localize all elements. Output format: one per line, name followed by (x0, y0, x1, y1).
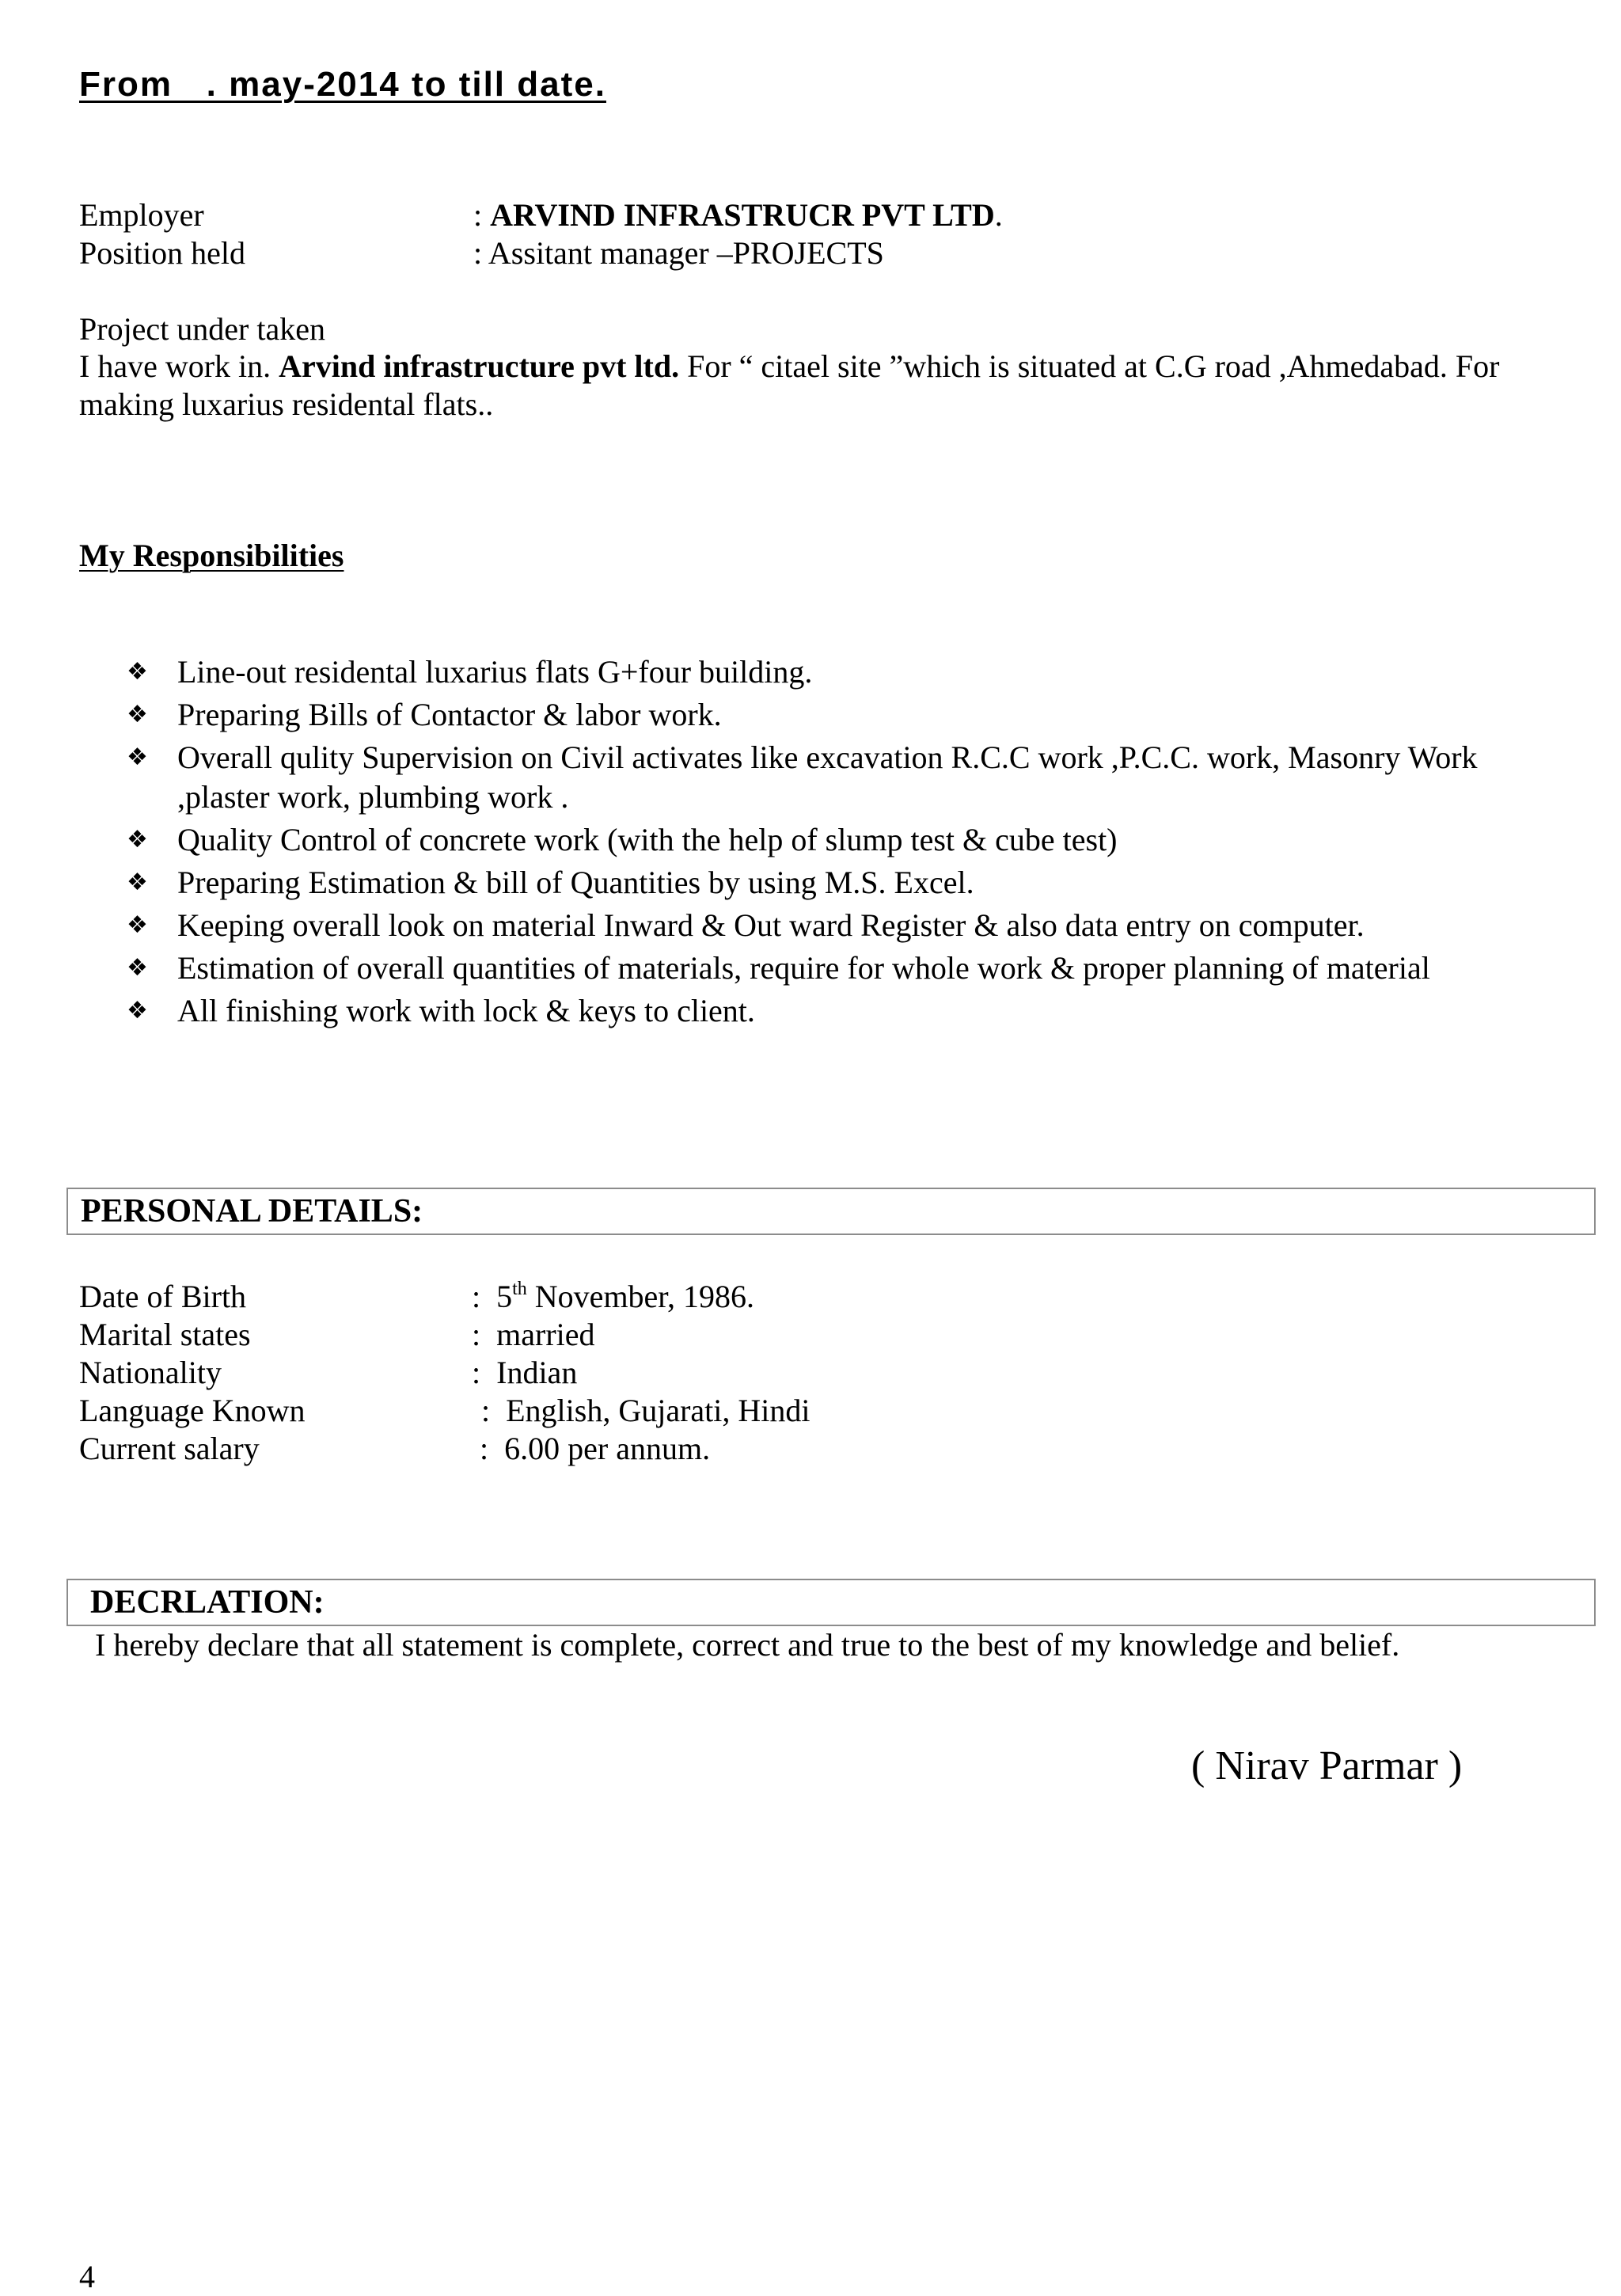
nationality-value-group (472, 1354, 577, 1392)
list-item (127, 863, 1551, 903)
list-item (127, 991, 1551, 1031)
position-separator: : (473, 235, 483, 271)
project-description (79, 348, 1567, 424)
list-item-text: Keeping overall look on material Inward & Out ward Register & also data entry on computer. (177, 907, 1365, 943)
experience-period-heading: From . may-2014 to till date. (79, 65, 606, 104)
language-value-group (481, 1392, 810, 1430)
employer-separator: : (473, 197, 483, 233)
project-text-pre: I have work in. (79, 348, 279, 384)
project-text-post: For “ citael site ”which is situated at C.G road ,Ahmedabad. For making luxarius residental flats.. (79, 348, 1500, 422)
language-label: Language Known (79, 1393, 306, 1428)
marital-value: married (496, 1317, 595, 1352)
list-item (127, 695, 1551, 735)
marital-separator: : (472, 1317, 481, 1352)
diamond-bullet-icon: ❖ (127, 743, 148, 771)
salary-label: Current salary (79, 1431, 260, 1466)
dob-rest: November, 1986. (526, 1279, 755, 1314)
declaration-text: I hereby declare that all statement is complete, correct and true to the best of my knowledge and belief. (95, 1627, 1400, 1663)
dob-row (79, 1278, 1029, 1316)
nationality-separator: : (472, 1355, 481, 1390)
list-item-text: Preparing Bills of Contactor & labor work. (177, 697, 722, 732)
employer-label: Employer (79, 197, 204, 233)
list-item-text: All finishing work with lock & keys to client. (177, 993, 755, 1028)
dob-separator: : (472, 1279, 481, 1314)
language-value: English, Gujarati, Hindi (506, 1393, 810, 1428)
diamond-bullet-icon: ❖ (127, 701, 148, 728)
diamond-bullet-icon: ❖ (127, 869, 148, 896)
dob-label: Date of Birth (79, 1279, 247, 1314)
list-item-text: Line-out residental luxarius flats G+four building. (177, 654, 813, 690)
declaration-header-box (66, 1579, 1596, 1626)
position-row (79, 234, 1504, 272)
project-company-name: Arvind infrastructure pvt ltd. (279, 348, 680, 384)
project-heading: Project under taken (79, 311, 325, 347)
personal-details-heading: PERSONAL DETAILS: (81, 1193, 423, 1230)
personal-details-header-box (66, 1188, 1596, 1235)
page-number: 4 (79, 2259, 95, 2294)
marital-value-group (472, 1316, 595, 1354)
diamond-bullet-icon: ❖ (127, 911, 148, 939)
language-separator: : (481, 1393, 491, 1428)
employer-value: ARVIND INFRASTRUCR PVT LTD (490, 197, 995, 233)
salary-value-group (480, 1430, 710, 1468)
diamond-bullet-icon: ❖ (127, 997, 148, 1024)
diamond-bullet-icon: ❖ (127, 826, 148, 853)
salary-row (79, 1430, 1029, 1468)
list-item (127, 652, 1551, 692)
signature-name: ( Nirav Parmar ) (1191, 1743, 1463, 1789)
list-item-text: Overall qulity Supervision on Civil activates like excavation R.C.C work ,P.C.C. work, Masonry Work ,plaster work, plumbing work . (177, 739, 1478, 815)
responsibilities-heading: My Responsibilities (79, 538, 344, 573)
marital-row (79, 1316, 1029, 1354)
language-row (79, 1392, 1029, 1430)
dob-day-suffix: th (512, 1279, 527, 1299)
position-value: Assitant manager –PROJECTS (488, 235, 884, 271)
list-item (127, 948, 1551, 988)
diamond-bullet-icon: ❖ (127, 658, 148, 686)
nationality-value: Indian (496, 1355, 578, 1390)
list-item-text: Quality Control of concrete work (with the help of slump test & cube test) (177, 822, 1118, 857)
nationality-label: Nationality (79, 1355, 222, 1390)
list-item-text: Preparing Estimation & bill of Quantities by using M.S. Excel. (177, 865, 974, 900)
employer-value-group (473, 196, 1003, 234)
salary-separator: : (480, 1431, 489, 1466)
list-item (127, 738, 1551, 817)
employer-suffix: . (994, 197, 1003, 233)
responsibilities-list (127, 652, 1551, 1034)
list-item-text: Estimation of overall quantities of materials, require for whole work & proper planning of material (177, 950, 1430, 986)
nationality-row (79, 1354, 1029, 1392)
dob-day: 5 (496, 1279, 513, 1314)
salary-value: 6.00 per annum. (504, 1431, 711, 1466)
dob-value-group (472, 1278, 754, 1316)
marital-label: Marital states (79, 1317, 251, 1352)
list-item (127, 906, 1551, 945)
diamond-bullet-icon: ❖ (127, 954, 148, 982)
position-label: Position held (79, 235, 246, 271)
employer-row (79, 196, 1504, 234)
declaration-heading: DECRLATION: (90, 1584, 325, 1621)
position-value-group (473, 234, 884, 272)
list-item (127, 820, 1551, 860)
